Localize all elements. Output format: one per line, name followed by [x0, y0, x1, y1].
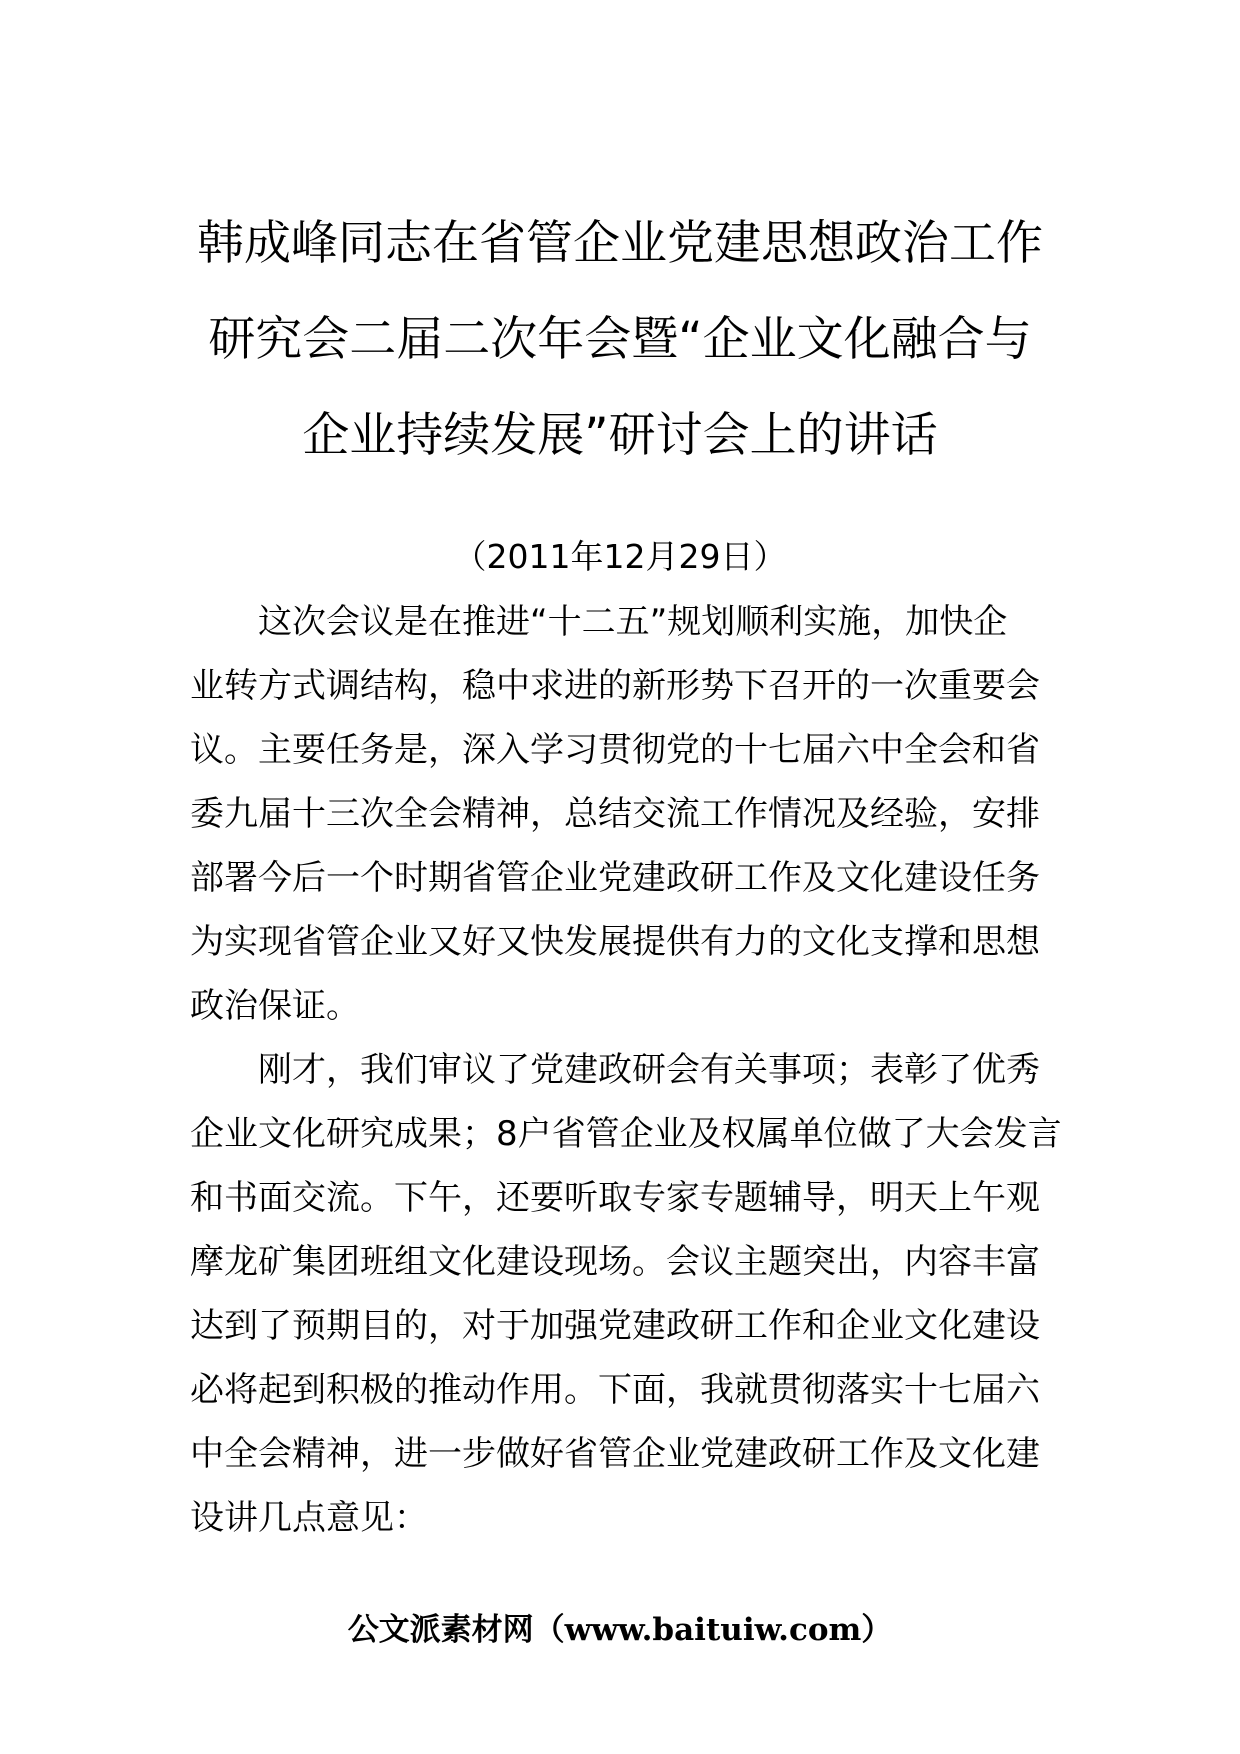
paragraph-line: 为实现省管企业又好又快发展提供有力的文化支撑和思想 — [190, 922, 1040, 962]
paragraph-line: 企业文化研究成果；8户省管企业及权属单位做了大会发言 — [190, 1114, 1062, 1154]
paragraph-line: 摩龙矿集团班组文化建设现场。会议主题突出，内容丰富 — [190, 1242, 1040, 1282]
title-line: 韩成峰同志在省管企业党建思想政治工作 — [197, 216, 1043, 271]
document-body — [190, 590, 1062, 1550]
paragraph-line: 业转方式调结构，稳中求进的新形势下召开的一次重要会 — [190, 666, 1040, 706]
paragraph-line: 达到了预期目的，对于加强党建政研工作和企业文化建设 — [190, 1306, 1040, 1346]
paragraph-1 — [190, 590, 1056, 1038]
paragraph-line: 委九届十三次全会精神，总结交流工作情况及经验，安排 — [190, 794, 1040, 834]
paragraph-line: 和书面交流。下午，还要听取专家专题辅导，明天上午观 — [190, 1178, 1040, 1218]
title-line: 企业持续发展”研讨会上的讲话 — [302, 408, 938, 463]
footer-watermark: 公文派素材网（www.baituiw.com） — [347, 1612, 893, 1648]
paragraph-line: 设讲几点意见： — [190, 1498, 428, 1538]
speech-date: （2011年12月29日） — [453, 537, 787, 576]
paragraph-line: 部署今后一个时期省管企业党建政研工作及文化建设任务 — [190, 858, 1040, 898]
paragraph-line: 必将起到积极的推动作用。下面，我就贯彻落实十七届六 — [190, 1370, 1040, 1410]
paragraph-line: 这次会议是在推进“十二五”规划顺利实施，加快企 — [258, 602, 1008, 642]
paragraph-line: 议。主要任务是，深入学习贯彻党的十七届六中全会和省 — [190, 730, 1040, 770]
paragraph-2 — [190, 1038, 1062, 1550]
paragraph-line: 刚才，我们审议了党建政研会有关事项；表彰了优秀 — [258, 1050, 1040, 1090]
paragraph-line: 中全会精神，进一步做好省管企业党建政研工作及文化建 — [190, 1434, 1040, 1474]
title-line: 研究会二届二次年会暨“企业文化融合与 — [208, 312, 1032, 367]
document-title — [180, 196, 1060, 484]
paragraph-line: 政治保证。 — [190, 986, 360, 1026]
